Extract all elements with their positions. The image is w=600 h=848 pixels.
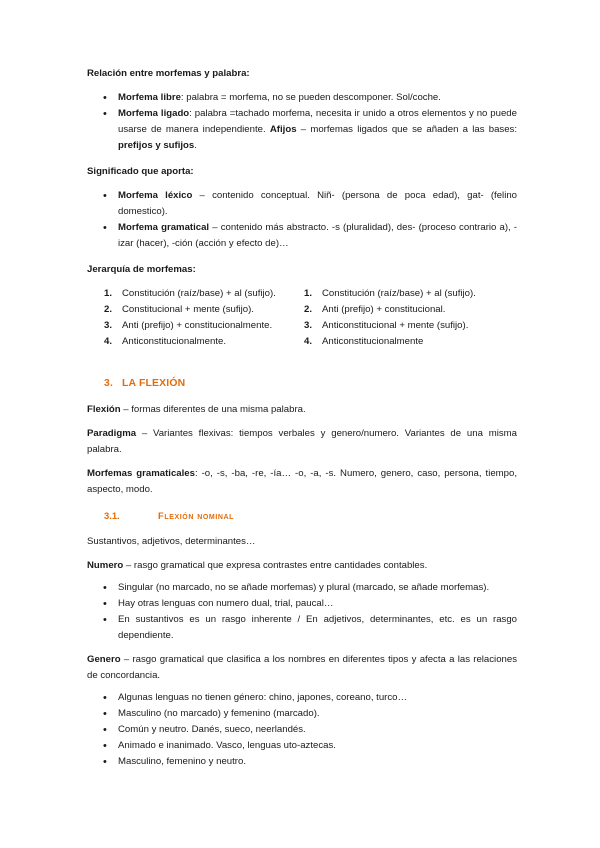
item-number: 2. [104, 304, 113, 315]
item-number: 3. [304, 320, 313, 331]
list-item: • En sustantivos es un rasgo inherente / En adjetivos, determinantes, etc. es un rasgo dependiente. [87, 612, 517, 644]
item-text: Constitución (raíz/base) + al (sufijo). [322, 288, 476, 299]
jerarquia-heading: Jerarquía de morfemas: [87, 264, 196, 275]
item-number: 1. [104, 288, 113, 299]
item-text: Anticonstitucionalmente [322, 336, 424, 347]
section-3-1-heading [87, 508, 517, 524]
term-numero: Numero [87, 560, 124, 571]
list-item [87, 318, 302, 334]
significado-heading: Significado que aporta: [87, 166, 194, 177]
jerarquia-left-column [87, 286, 302, 350]
list-item: • Masculino (no marcado) y femenino (marcado). [87, 706, 517, 722]
list-item [302, 334, 517, 350]
list-item [302, 302, 517, 318]
jerarquia-right-column [302, 286, 517, 350]
definition-text: – contenido conceptual. Niñ- (persona de poca edad), gat- (felino domestico). [118, 190, 517, 217]
list-item: • Masculino, femenino y neutro. [87, 754, 517, 770]
list-item: • Común y neutro. Danés, sueco, neerlandés. [87, 722, 517, 738]
item-text: Anti (prefijo) + constitucionalmente. [122, 320, 273, 331]
item-text: Anticonstitucional + mente (sufijo). [322, 320, 469, 331]
term-paradigma: Paradigma [87, 428, 137, 439]
term-morfema-ligado: Morfema ligado [118, 108, 190, 119]
item-number: 1. [304, 288, 313, 299]
genero-paragraph [87, 652, 517, 684]
item-number: 4. [304, 336, 313, 347]
definition-text: – Variantes flexivas: tiempos verbales y genero/numero. Variantes de una misma palabra. [87, 428, 517, 455]
item-text: Constitución (raíz/base) + al (sufijo). [122, 288, 276, 299]
item-text: Constitucional + mente (sufijo). [122, 304, 254, 315]
relacion-heading: Relación entre morfemas y palabra: [87, 68, 250, 79]
list-item: • Singular (no marcado, no se añade morfemas) y plural (marcado, se añade morfemas). [87, 580, 517, 596]
definition-text: – contenido más abstracto. -s (pluralidad), des- (proceso contrario a), -izar (hacer), -ción (acción y efecto de)… [118, 222, 518, 249]
term-morfema-lexico: Morfema léxico [118, 190, 193, 201]
definition-text: – rasgo gramatical que clasifica a los nombres en diferentes tipos y afecta a las relaciones de concordancia. [87, 654, 517, 681]
list-item [87, 220, 517, 252]
item-number: 3. [104, 320, 113, 331]
term-genero: Genero [87, 654, 121, 665]
list-item [302, 318, 517, 334]
definition-text: – rasgo gramatical que expresa contrastes entre cantidades contables. [123, 560, 428, 571]
paradigma-paragraph [87, 426, 517, 458]
section-3-heading [87, 376, 517, 392]
term-flexion: Flexión [87, 404, 121, 415]
numero-list [87, 580, 517, 644]
numero-paragraph [87, 558, 517, 574]
definition-text: – morfemas ligados que se añaden a las bases: [296, 124, 517, 135]
document-page [87, 66, 517, 770]
morfemas-gramaticales-paragraph [87, 466, 517, 498]
term-prefijos-sufijos: prefijos y sufijos [118, 140, 195, 151]
relacion-list [87, 90, 517, 154]
term-morfema-libre: Morfema libre [118, 92, 181, 103]
section-number: 3. [104, 378, 114, 389]
genero-list [87, 690, 517, 770]
list-item: • Hay otras lenguas con numero dual, trial, paucal… [87, 596, 517, 612]
item-number: 4. [104, 336, 113, 347]
list-item [87, 302, 302, 318]
list-item: • Animado e inanimado. Vasco, lenguas uto-aztecas. [87, 738, 517, 754]
significado-list [87, 188, 517, 252]
list-item [87, 188, 517, 220]
jerarquia-columns [87, 286, 517, 350]
definition-text: : palabra =tachado morfema, necesita ir unido a otros elementos y no puede usarse de manera independiente. [118, 108, 517, 135]
list-item [302, 286, 517, 302]
item-text: Anti (prefijo) + constitucional. [322, 304, 446, 315]
section-title: Flexión nominal [158, 510, 235, 521]
section-number: 3.1. [104, 510, 120, 521]
item-number: 2. [304, 304, 313, 315]
sustantivos-paragraph: Sustantivos, adjetivos, determinantes… [87, 536, 256, 547]
term-afijos: Afijos [269, 124, 297, 135]
term-morfema-gramatical: Morfema gramatical [118, 222, 210, 233]
list-item: • Algunas lenguas no tienen género: chino, japones, coreano, turco… [87, 690, 517, 706]
definition-text: . [194, 140, 197, 151]
list-item [87, 106, 517, 154]
list-item [87, 90, 517, 106]
definition-text: – formas diferentes de una misma palabra. [120, 404, 306, 415]
term-morfemas-gramaticales: Morfemas gramaticales [87, 468, 195, 479]
list-item [87, 286, 302, 302]
list-item [87, 334, 302, 350]
section-title: LA FLEXIÓN [122, 378, 186, 389]
item-text: Anticonstitucionalmente. [122, 336, 226, 347]
definition-text: : palabra = morfema, no se pueden descomponer. Sol/coche. [180, 92, 441, 103]
definition-text: : -o, -s, -ba, -re, -ía… -o, -a, -s. Numero, genero, caso, persona, tiempo, aspecto, modo. [87, 468, 517, 495]
flexion-paragraph [87, 402, 517, 418]
